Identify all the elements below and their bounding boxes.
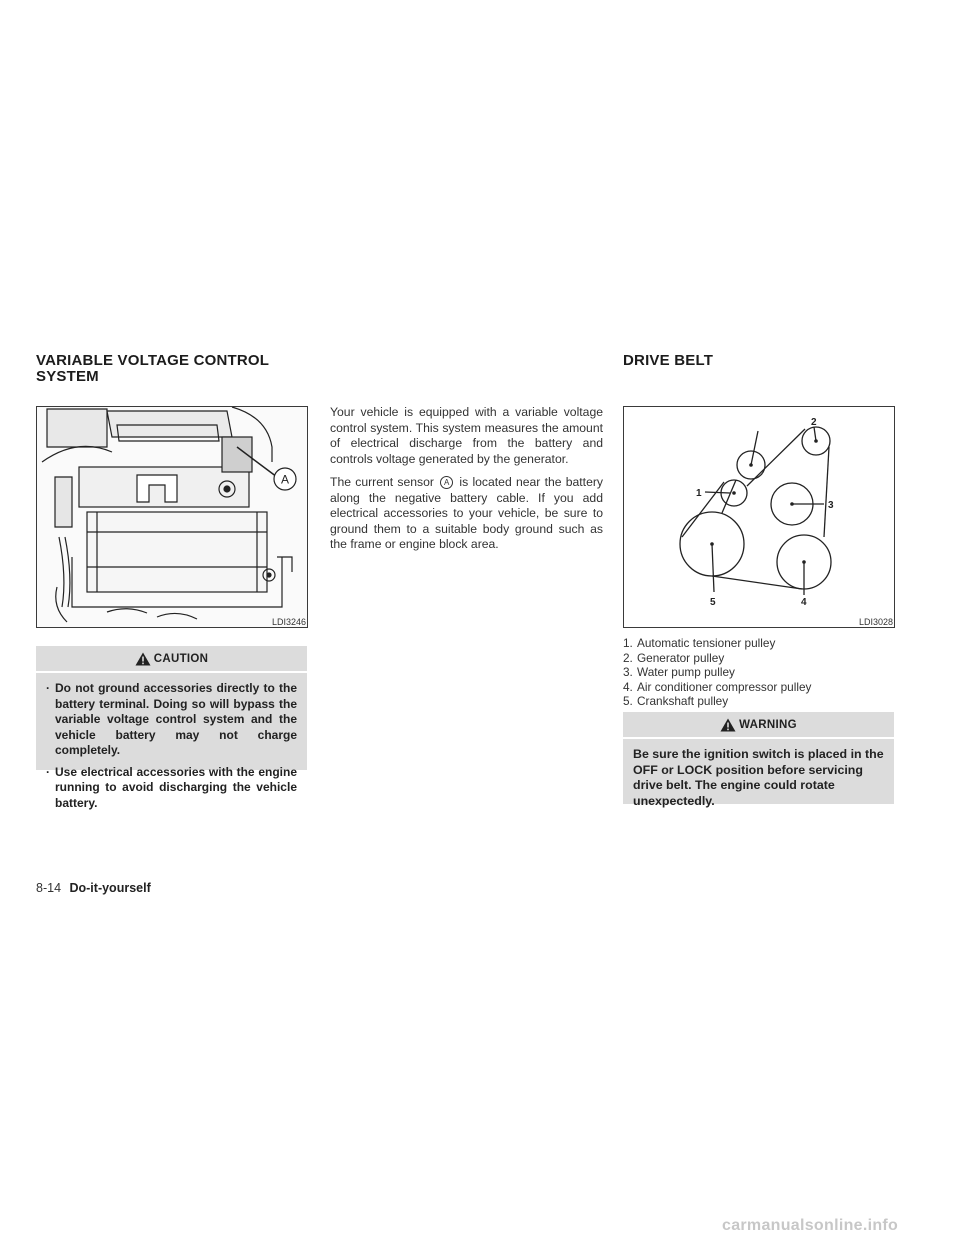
voltage-description	[330, 405, 603, 561]
warning-text: Be sure the ignition switch is placed in the OFF or LOCK position before servicing drive belt. The engine could rotate unexpectedly.	[633, 747, 884, 808]
caution-bullet-text: Do not ground accessories directly to the battery terminal. Doing so will bypass the variable voltage control system and the vehicle battery may not charge completely.	[55, 681, 297, 757]
diagram-label-4: 4	[801, 597, 807, 608]
caution-label: CAUTION	[153, 652, 209, 665]
pulley-list	[623, 636, 893, 709]
section-title-drive-belt: DRIVE BELT	[623, 352, 714, 369]
page-footer	[36, 879, 151, 897]
battery-figure	[36, 406, 308, 628]
figure-code-ldi3246: LDI3246	[271, 617, 306, 627]
diagram-label-2: 2	[811, 417, 817, 428]
list-item: 2. Generator pulley	[623, 650, 725, 665]
voltage-paragraph-2	[330, 475, 603, 553]
caution-bullet-text: Use electrical accessories with the engine running to avoid discharging the vehicle battery.	[55, 764, 297, 810]
list-item: 4. Air conditioner compressor pulley	[623, 679, 812, 694]
list-item: 3. Water pump pulley	[623, 665, 735, 680]
section-title-line2: SYSTEM	[36, 368, 99, 385]
battery-illustration	[37, 407, 307, 627]
diagram-label-1: 1	[696, 488, 702, 499]
warning-triangle-icon	[720, 718, 736, 732]
chapter-title: Do-it-yourself	[69, 881, 151, 895]
warning-header	[623, 712, 894, 739]
caution-bullet: · Do not ground accessories directly to the battery terminal. Doing so will bypass the variable voltage control system and the vehicle battery may not charge completely.	[46, 681, 297, 757]
callout-a-label: A	[280, 472, 290, 487]
page-number: 8-14	[36, 881, 62, 895]
warning-label: WARNING	[739, 718, 797, 731]
sensor-text-before: The current sensor	[330, 475, 434, 489]
drive-belt-diagram	[624, 407, 894, 627]
watermark: carmanualsonline.info	[722, 1217, 899, 1234]
warning-body	[623, 739, 894, 818]
sensor-text-after: is located near the battery along the negative battery cable. If you add electrical accessories to your vehicle, be sure to ground them to a suitable body ground such as the frame or engine block area.	[330, 475, 603, 551]
drive-belt-figure	[623, 406, 895, 628]
section-title-line1: VARIABLE VOLTAGE CONTROL	[36, 352, 270, 369]
diagram-label-3: 3	[828, 500, 834, 511]
voltage-paragraph-1: Your vehicle is equipped with a variable voltage control system. This system measures the amount of electrical discharge from the battery and controls voltage generated by the generator.	[330, 405, 603, 466]
warning-box	[623, 712, 894, 808]
list-item: 5. Crankshaft pulley	[623, 694, 729, 709]
caution-bullet: · Use electrical accessories with the engine running to avoid discharging the vehicle battery.	[46, 764, 297, 810]
list-item: 1. Automatic tensioner pulley	[623, 636, 776, 650]
section-title-voltage	[36, 353, 269, 385]
figure-code-ldi3028: LDI3028	[858, 617, 893, 627]
caution-header	[36, 646, 307, 673]
caution-body	[36, 673, 307, 826]
diagram-label-5: 5	[710, 597, 716, 608]
warning-triangle-icon	[135, 652, 151, 666]
sensor-marker-a: A	[440, 476, 453, 489]
caution-box	[36, 646, 307, 810]
